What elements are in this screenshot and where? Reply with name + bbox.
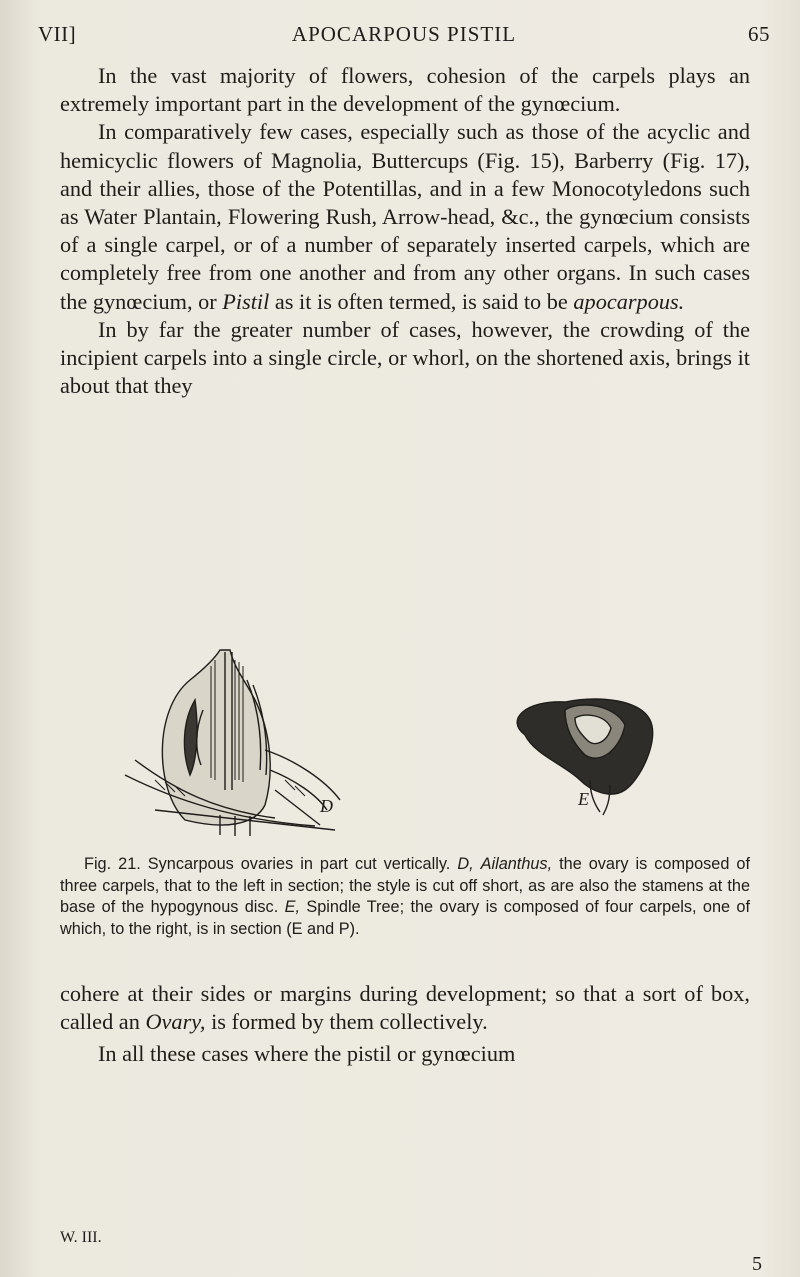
printer-signature: W. III. [60,1229,102,1246]
sheet-number: 5 [752,1253,762,1275]
figure-label-e: E [578,789,589,809]
paragraph: cohere at their sides or margins during development; so that a sort of box, called an Ovary, is formed by them collectively. [60,981,750,1035]
paragraph: In comparatively few cases, especially such as those of the acyclic and hemicyclic flowers of Magnolia, Buttercups (Fig. 15), Barberry (Fig. 17), and their allies, those of the Potentillas, and in a few Monocotyledons such as Water Plantain, Flowering Rush, Arrow-head, &c., the gynœcium consists of a single carpel, or of a number of separately inserted carpels, which are completely free from one another and from any other organs. In such cases the gynœcium, or Pistil as it is often termed, is said to be apocarpous. [60,119,750,314]
caption-paragraph: Fig. 21. Syncarpous ovaries in part cut vertically. D, Ailanthus, the ovary is composed of three carpels, that to the left in section; the style is cut off short, as are also the stamens at the base of the hypogynous disc. E, Spindle Tree; the ovary is composed of four carpels, one of which, to the right, is in section (E and P). [60,855,750,938]
paragraph: In the vast majority of flowers, cohesion of the carpels plays an extremely important part in the development of the gynœcium. [60,63,750,117]
paragraph: In by far the greater number of cases, however, the crowding of the incipient carpels into a single circle, or whorl, on the shortened axis, brings it about that they [60,316,750,399]
figure-caption [60,854,750,940]
emphasis-ovary: Ovary, [145,1009,206,1035]
body-text-bottom [60,980,750,1069]
emphasis-apocarpous: apocarpous. [573,288,685,314]
figure-21 [95,640,735,840]
running-title: APOCARPOUS PISTIL [291,22,517,46]
figure-illustration [95,640,735,840]
body-text-top [60,62,750,400]
figure-label-d: D [320,796,333,816]
chapter-marker: VII] [38,22,77,46]
page-number: 65 [748,22,770,46]
paragraph: In all these cases where the pistil or gynœcium [98,1041,516,1067]
emphasis-pistil: Pistil [222,288,270,314]
running-header [38,22,770,52]
ailanthus-ovary-drawing [125,650,340,836]
